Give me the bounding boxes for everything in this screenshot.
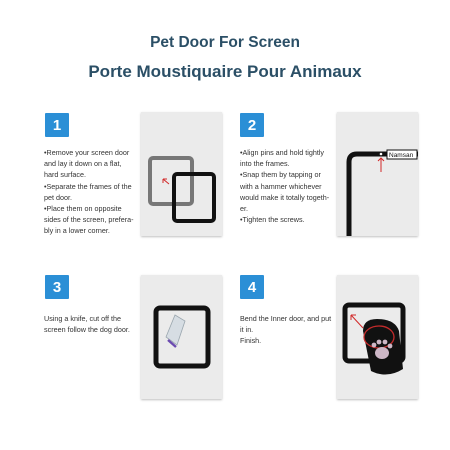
step-2-badge: 2: [240, 113, 264, 137]
step-1-line: sides of the screen, prefera-: [44, 215, 134, 225]
step-2-line: •Snap them by tapping or: [240, 170, 321, 180]
step-3-instructions: [44, 313, 130, 335]
step-3-illustration: [141, 275, 222, 399]
step-1-line: •Remove your screen door: [44, 148, 130, 157]
flap-shape: [363, 319, 403, 375]
step-4-line: Bend the Inner door, and put: [240, 314, 332, 323]
step-1-line: and lay it down on a flat,: [44, 159, 122, 169]
step-3-badge: 3: [45, 275, 69, 299]
step-1-line: bly in a lower corner.: [44, 226, 110, 236]
door-frame-shape: [156, 308, 208, 366]
step-2-line: with a hammer whichever: [240, 181, 322, 191]
step-1-line: pet door.: [44, 192, 72, 202]
step-4-badge: 4: [240, 275, 264, 299]
step-2-illustration: [337, 112, 418, 236]
arrow-icon: [163, 179, 169, 184]
door-frame-shape: [349, 154, 418, 236]
step-4-illustration: [337, 275, 418, 399]
step-2-line: er.: [240, 204, 248, 214]
step-3-line: screen follow the dog door.: [44, 325, 130, 335]
step-1-instructions: [44, 147, 134, 237]
step-4-line: Finish.: [240, 336, 262, 346]
step-3-line: Using a knife, cut off the: [44, 314, 121, 323]
step-4-instructions: [240, 313, 331, 347]
step-2-line: would make it totally togeth-: [240, 192, 330, 202]
outer-frame-shape: [150, 158, 192, 204]
arrow-icon: [378, 158, 384, 172]
step-2-line: •Tighten the screws.: [240, 215, 305, 225]
arrow-icon: [351, 315, 363, 328]
step-1-line: hard surface.: [44, 170, 86, 180]
step-2-line: •Align pins and hold tightly: [240, 148, 325, 157]
title-french: Porte Moustiquaire Pour Animaux: [88, 62, 362, 81]
step-1-badge: 1: [45, 113, 69, 137]
step-1-illustration: [141, 112, 222, 236]
step-1-line: •Place them on opposite: [44, 204, 122, 214]
step-2-line: into the frames.: [240, 159, 290, 169]
step-2-instructions: [240, 147, 329, 225]
pin-icon: [380, 153, 383, 156]
step-4-line: it in.: [240, 325, 254, 335]
brand-label: Namsan: [389, 152, 414, 159]
title-english: Pet Door For Screen: [150, 34, 300, 51]
step-1-line: •Separate the frames of the: [44, 181, 132, 191]
